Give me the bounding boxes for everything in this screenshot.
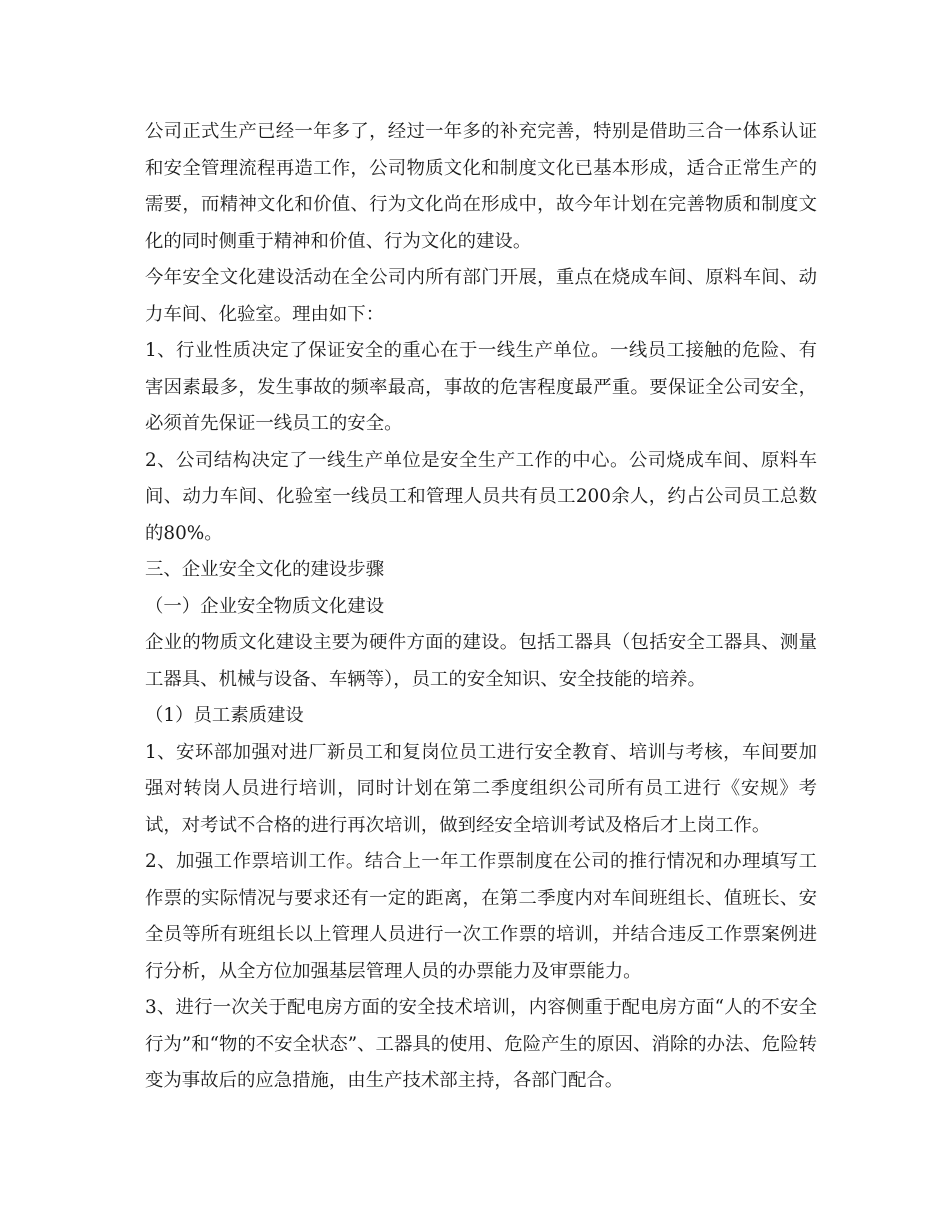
paragraph-reason-2: 2、公司结构决定了一线生产单位是安全生产工作的中心。公司烧成车间、原料车间、动力车间、化验室一线员工和管理人员共有员工200余人，约占公司员工总数的80%。 <box>145 449 817 544</box>
paragraph-material-culture: 企业的物质文化建设主要为硬件方面的建设。包括工器具（包括安全工器具、测量工器具、机械与设备、车辆等），员工的安全知识、安全技能的培养。 <box>145 632 817 690</box>
subsection-heading-1: （一）企业安全物质文化建设 <box>145 595 385 617</box>
document-body <box>145 114 817 1100</box>
paragraph-training-3: 3、进行一次关于配电房方面的安全技术培训，内容侧重于配电房方面“人的不安全行为”和“物的不安全状态”、工器具的使用、危险产生的原因、消除的办法、危险转变为事故后的应急措施，由生产技术部主持，各部门配合。 <box>145 997 817 1091</box>
item-heading-staff-quality: （1）员工素质建设 <box>145 705 304 726</box>
paragraph-training-2: 2、加强工作票培训工作。结合上一年工作票制度在公司的推行情况和办理填写工作票的实际情况与要求还有一定的距离，在第二季度内对车间班组长、值班长、安全员等所有班组长以上管理人员进行一次工作票的培训，并结合违反工作票案例进行分析，从全方位加强基层管理人员的办票能力及审票能力。 <box>145 851 817 982</box>
paragraph-training-1: 1、安环部加强对进厂新员工和复岗位员工进行安全教育、培训与考核，车间要加强对转岗人员进行培训，同时计划在第二季度组织公司所有员工进行《安规》考试，对考试不合格的进行再次培训，做到经安全培训考试及格后才上岗工作。 <box>145 741 817 836</box>
paragraph-scope: 今年安全文化建设活动在全公司内所有部门开展，重点在烧成车间、原料车间、动力车间、化验室。理由如下： <box>145 267 817 325</box>
paragraph-reason-1: 1、行业性质决定了保证安全的重心在于一线生产单位。一线员工接触的危险、有害因素最多，发生事故的频率最高，事故的危害程度最严重。要保证全公司安全，必须首先保证一线员工的安全。 <box>145 340 817 434</box>
paragraph-intro: 公司正式生产已经一年多了，经过一年多的补充完善，特别是借助三合一体系认证和安全管理流程再造工作，公司物质文化和制度文化已基本形成，适合正常生产的需要，而精神文化和价值、行为文化尚在形成中，故今年计划在完善物质和制度文化的同时侧重于精神和价值、行为文化的建设。 <box>145 121 817 252</box>
section-heading-3: 三、企业安全文化的建设步骤 <box>145 559 385 580</box>
